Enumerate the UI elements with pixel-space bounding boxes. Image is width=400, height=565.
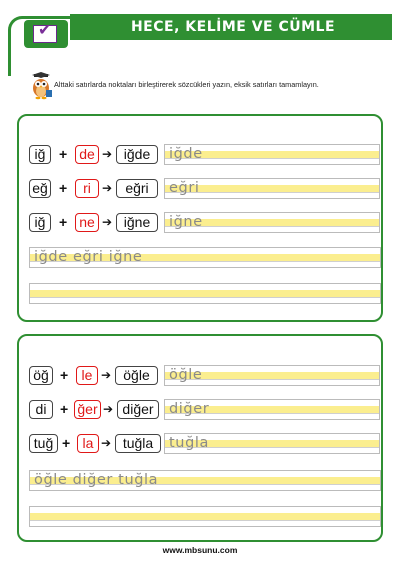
arrow-icon: ➔ — [101, 368, 112, 382]
trace-word: iğde — [169, 146, 203, 162]
trace-word: öğle — [169, 367, 203, 383]
word-box: eğri — [116, 179, 158, 198]
exercise-section-2 — [17, 334, 383, 542]
trace-word: iğne — [169, 214, 203, 230]
sentence-trace: iğde eğri iğne — [34, 249, 143, 265]
plus-sign: + — [60, 401, 69, 417]
blank-writing-lane[interactable] — [29, 506, 381, 527]
syllable-box-red: ne — [75, 213, 99, 232]
word-box: iğde — [116, 145, 158, 164]
checkbox-check-icon: ✔ — [24, 20, 68, 48]
tracing-lane[interactable] — [164, 433, 380, 454]
footer-website: www.mbsunu.com — [162, 545, 238, 555]
tracing-lane[interactable] — [164, 399, 380, 420]
syllable-box-red: de — [75, 145, 99, 164]
arrow-icon: ➔ — [102, 147, 113, 161]
exercise-section-1 — [17, 114, 383, 322]
word-box: iğne — [116, 213, 158, 232]
plus-sign: + — [59, 180, 68, 196]
page-title: HECE, KELİME VE CÜMLE OLUŞTURMA — [130, 19, 336, 57]
instruction-text: Alttaki satırlarda noktaları birleştirerek sözcükleri yazın, eksik satırları tamamlayın. — [54, 80, 319, 89]
word-box: tuğla — [115, 434, 161, 453]
word-box: diğer — [117, 400, 159, 419]
tracing-lane[interactable] — [164, 178, 380, 199]
tracing-lane[interactable] — [164, 212, 380, 233]
plus-sign: + — [62, 435, 71, 451]
plus-sign: + — [59, 146, 68, 162]
tracing-lane[interactable] — [164, 365, 380, 386]
sentence-tracing-lane[interactable] — [29, 470, 381, 491]
arrow-icon: ➔ — [102, 215, 113, 229]
trace-word: diğer — [169, 401, 210, 417]
syllable-box: öğ — [29, 366, 53, 385]
syllable-box: iğ — [29, 213, 51, 232]
syllable-box: tuğ — [29, 434, 58, 453]
syllable-box-red: le — [76, 366, 98, 385]
syllable-box: eğ — [29, 179, 51, 198]
syllable-box-red: ri — [75, 179, 99, 198]
trace-word: tuğla — [169, 435, 209, 451]
sentence-trace: öğle diğer tuğla — [34, 472, 159, 488]
arrow-icon: ➔ — [103, 402, 114, 416]
sentence-tracing-lane[interactable] — [29, 247, 381, 268]
syllable-box: iğ — [29, 145, 51, 164]
arrow-icon: ➔ — [101, 436, 112, 450]
owl-teacher-icon — [30, 72, 54, 102]
tracing-lane[interactable] — [164, 144, 380, 165]
plus-sign: + — [59, 214, 68, 230]
plus-sign: + — [60, 367, 69, 383]
word-box: öğle — [115, 366, 158, 385]
syllable-box-red: ğer — [74, 400, 101, 419]
blank-writing-lane[interactable] — [29, 283, 381, 304]
trace-word: eğri — [169, 180, 200, 196]
arrow-icon: ➔ — [102, 181, 113, 195]
syllable-box-red: la — [77, 434, 99, 453]
syllable-box: di — [29, 400, 53, 419]
